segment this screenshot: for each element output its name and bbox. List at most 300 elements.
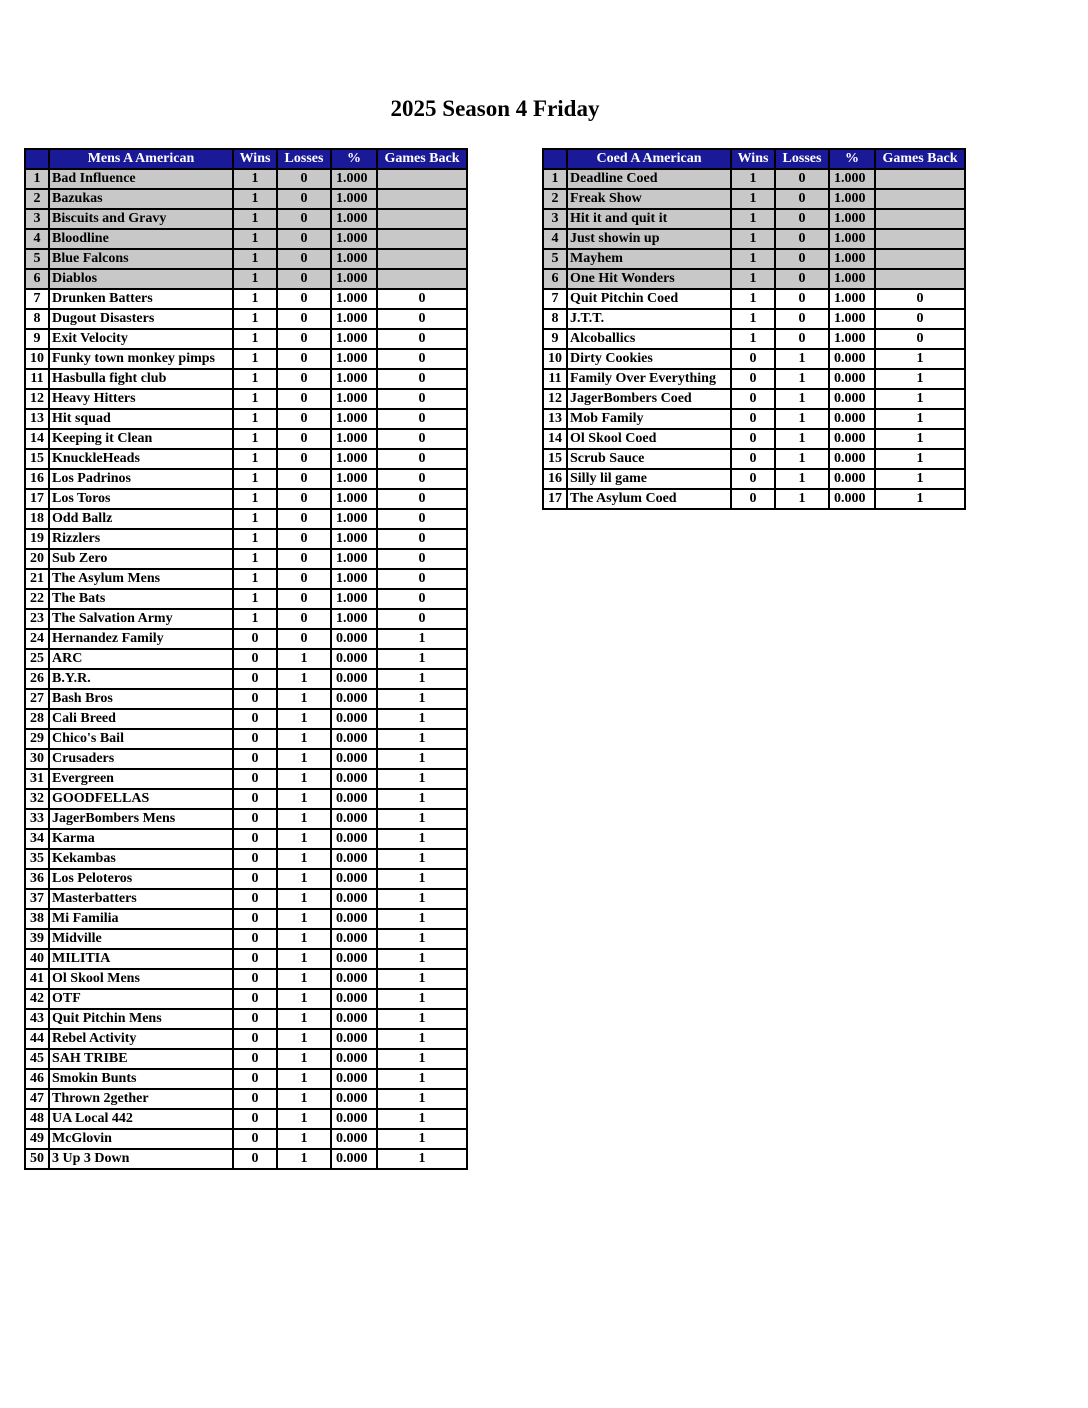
team-name-cell: Los Toros — [49, 489, 233, 509]
rank-cell: 7 — [543, 289, 567, 309]
losses-cell: 1 — [277, 689, 331, 709]
team-name-cell: Exit Velocity — [49, 329, 233, 349]
losses-cell: 0 — [277, 389, 331, 409]
table-row — [25, 249, 467, 269]
pct-cell: 0.000 — [331, 929, 377, 949]
wins-cell: 0 — [233, 809, 277, 829]
pct-cell: 0.000 — [829, 489, 875, 509]
table-row — [25, 509, 467, 529]
wins-header: Wins — [233, 149, 277, 169]
division-header: Coed A American — [567, 149, 731, 169]
wins-cell: 0 — [731, 489, 775, 509]
wins-cell: 1 — [731, 209, 775, 229]
losses-cell: 1 — [277, 929, 331, 949]
pct-cell: 1.000 — [829, 229, 875, 249]
games-back-cell: 1 — [377, 989, 467, 1009]
pct-cell: 1.000 — [331, 549, 377, 569]
wins-cell: 1 — [731, 229, 775, 249]
rank-cell: 50 — [25, 1149, 49, 1169]
pct-cell: 1.000 — [829, 209, 875, 229]
rank-cell: 43 — [25, 1009, 49, 1029]
losses-cell: 1 — [277, 809, 331, 829]
wins-cell: 0 — [233, 909, 277, 929]
table-header-row — [543, 149, 965, 169]
rank-cell: 16 — [543, 469, 567, 489]
table-row — [25, 209, 467, 229]
games-back-cell — [875, 249, 965, 269]
table-row — [25, 309, 467, 329]
games-back-cell — [377, 249, 467, 269]
wins-cell: 0 — [233, 849, 277, 869]
team-name-cell: Ol Skool Coed — [567, 429, 731, 449]
table-row — [25, 269, 467, 289]
losses-cell: 0 — [277, 429, 331, 449]
rank-cell: 2 — [25, 189, 49, 209]
wins-cell: 0 — [233, 929, 277, 949]
wins-cell: 0 — [731, 409, 775, 429]
wins-cell: 0 — [233, 969, 277, 989]
rank-header — [25, 149, 49, 169]
table-row — [25, 169, 467, 189]
wins-cell: 1 — [233, 529, 277, 549]
table-row — [25, 969, 467, 989]
wins-cell: 0 — [731, 369, 775, 389]
pct-cell: 0.000 — [829, 369, 875, 389]
team-name-cell: Deadline Coed — [567, 169, 731, 189]
games-back-cell — [377, 189, 467, 209]
wins-cell: 0 — [233, 689, 277, 709]
table-row — [543, 429, 965, 449]
team-name-cell: The Salvation Army — [49, 609, 233, 629]
games-back-cell: 1 — [377, 749, 467, 769]
pct-cell: 0.000 — [829, 449, 875, 469]
wins-cell: 1 — [233, 329, 277, 349]
table-row — [543, 169, 965, 189]
team-name-cell: Thrown 2gether — [49, 1089, 233, 1109]
wins-cell: 0 — [233, 1109, 277, 1129]
pct-cell: 0.000 — [331, 709, 377, 729]
wins-cell: 0 — [233, 1069, 277, 1089]
games-back-cell: 0 — [377, 529, 467, 549]
pct-cell: 1.000 — [331, 569, 377, 589]
wins-cell: 0 — [233, 889, 277, 909]
games-back-header: Games Back — [377, 149, 467, 169]
rank-cell: 33 — [25, 809, 49, 829]
games-back-cell: 1 — [377, 929, 467, 949]
wins-cell: 0 — [233, 1149, 277, 1169]
team-name-cell: Chico's Bail — [49, 729, 233, 749]
pct-cell: 1.000 — [331, 429, 377, 449]
wins-cell: 0 — [731, 429, 775, 449]
team-name-cell: SAH TRIBE — [49, 1049, 233, 1069]
rank-cell: 10 — [25, 349, 49, 369]
table-row — [25, 1029, 467, 1049]
pct-cell: 1.000 — [331, 509, 377, 529]
pct-cell: 1.000 — [331, 229, 377, 249]
table-row — [25, 749, 467, 769]
losses-cell: 0 — [775, 169, 829, 189]
team-name-cell: Drunken Batters — [49, 289, 233, 309]
losses-cell: 1 — [277, 829, 331, 849]
rank-cell: 22 — [25, 589, 49, 609]
rank-cell: 1 — [543, 169, 567, 189]
games-back-cell: 0 — [377, 289, 467, 309]
pct-cell: 1.000 — [331, 529, 377, 549]
games-back-cell: 1 — [377, 649, 467, 669]
table-row — [25, 789, 467, 809]
wins-cell: 0 — [731, 349, 775, 369]
games-back-cell: 1 — [377, 1069, 467, 1089]
team-name-cell: Alcoballics — [567, 329, 731, 349]
wins-cell: 1 — [731, 189, 775, 209]
wins-cell: 1 — [233, 269, 277, 289]
wins-header: Wins — [731, 149, 775, 169]
losses-cell: 0 — [277, 309, 331, 329]
rank-cell: 28 — [25, 709, 49, 729]
rank-cell: 29 — [25, 729, 49, 749]
pct-cell: 1.000 — [331, 369, 377, 389]
losses-cell: 0 — [277, 349, 331, 369]
pct-cell: 1.000 — [331, 289, 377, 309]
pct-cell: 1.000 — [331, 209, 377, 229]
table-row — [25, 409, 467, 429]
table-row — [25, 1129, 467, 1149]
games-back-cell — [875, 209, 965, 229]
games-back-cell: 0 — [377, 489, 467, 509]
team-name-cell: Funky town monkey pimps — [49, 349, 233, 369]
table-row — [543, 349, 965, 369]
table-row — [543, 489, 965, 509]
team-name-cell: KnuckleHeads — [49, 449, 233, 469]
rank-cell: 47 — [25, 1089, 49, 1109]
games-back-cell: 1 — [377, 1049, 467, 1069]
rank-cell: 14 — [25, 429, 49, 449]
pct-cell: 0.000 — [331, 869, 377, 889]
games-back-cell: 1 — [875, 489, 965, 509]
team-name-cell: Evergreen — [49, 769, 233, 789]
wins-cell: 0 — [233, 729, 277, 749]
table-row — [25, 349, 467, 369]
pct-cell: 1.000 — [331, 469, 377, 489]
games-back-cell: 1 — [875, 349, 965, 369]
team-name-cell: 3 Up 3 Down — [49, 1149, 233, 1169]
table-row — [25, 1009, 467, 1029]
wins-cell: 0 — [233, 949, 277, 969]
wins-cell: 0 — [233, 629, 277, 649]
rank-cell: 3 — [543, 209, 567, 229]
coed-standings-table — [542, 148, 966, 510]
rank-cell: 31 — [25, 769, 49, 789]
team-name-cell: Bazukas — [49, 189, 233, 209]
pct-cell: 0.000 — [331, 729, 377, 749]
games-back-cell — [875, 229, 965, 249]
losses-cell: 0 — [277, 529, 331, 549]
table-row — [25, 429, 467, 449]
losses-cell: 0 — [277, 189, 331, 209]
wins-cell: 1 — [233, 409, 277, 429]
team-name-cell: Silly lil game — [567, 469, 731, 489]
table-row — [25, 1109, 467, 1129]
games-back-cell: 1 — [875, 469, 965, 489]
team-name-cell: Crusaders — [49, 749, 233, 769]
rank-cell: 8 — [543, 309, 567, 329]
pct-cell: 1.000 — [829, 249, 875, 269]
wins-cell: 0 — [731, 449, 775, 469]
pct-cell: 0.000 — [331, 849, 377, 869]
games-back-cell: 1 — [377, 889, 467, 909]
losses-cell: 1 — [775, 429, 829, 449]
games-back-cell: 1 — [377, 1029, 467, 1049]
team-name-cell: Quit Pitchin Mens — [49, 1009, 233, 1029]
games-back-cell: 1 — [377, 709, 467, 729]
pct-cell: 1.000 — [331, 609, 377, 629]
table-row — [543, 329, 965, 349]
table-row — [25, 189, 467, 209]
rank-cell: 4 — [25, 229, 49, 249]
losses-cell: 0 — [277, 569, 331, 589]
rank-cell: 38 — [25, 909, 49, 929]
table-row — [25, 1149, 467, 1169]
team-name-cell: Kekambas — [49, 849, 233, 869]
table-row — [25, 949, 467, 969]
rank-cell: 6 — [543, 269, 567, 289]
losses-cell: 0 — [277, 209, 331, 229]
losses-cell: 0 — [277, 409, 331, 429]
wins-cell: 0 — [233, 769, 277, 789]
wins-cell: 1 — [233, 369, 277, 389]
wins-cell: 1 — [233, 389, 277, 409]
team-name-cell: GOODFELLAS — [49, 789, 233, 809]
team-name-cell: Rizzlers — [49, 529, 233, 549]
games-back-cell: 1 — [377, 829, 467, 849]
rank-cell: 20 — [25, 549, 49, 569]
games-back-cell: 1 — [875, 389, 965, 409]
losses-cell: 0 — [775, 209, 829, 229]
pct-cell: 0.000 — [331, 909, 377, 929]
rank-cell: 15 — [25, 449, 49, 469]
table-row — [25, 989, 467, 1009]
table-row — [543, 269, 965, 289]
team-name-cell: Mob Family — [567, 409, 731, 429]
pct-cell: 0.000 — [331, 1069, 377, 1089]
games-back-cell: 1 — [377, 1149, 467, 1169]
pct-cell: 0.000 — [331, 1089, 377, 1109]
table-row — [25, 589, 467, 609]
wins-cell: 1 — [731, 269, 775, 289]
games-back-cell — [875, 189, 965, 209]
team-name-cell: Keeping it Clean — [49, 429, 233, 449]
wins-cell: 0 — [233, 869, 277, 889]
pct-cell: 1.000 — [829, 269, 875, 289]
pct-cell: 0.000 — [331, 949, 377, 969]
pct-cell: 0.000 — [331, 889, 377, 909]
wins-cell: 0 — [233, 1129, 277, 1149]
page-title: 2025 Season 4 Friday — [390, 96, 600, 121]
pct-header: % — [331, 149, 377, 169]
pct-cell: 0.000 — [331, 809, 377, 829]
wins-cell: 1 — [233, 449, 277, 469]
games-back-cell: 0 — [377, 469, 467, 489]
games-back-cell: 0 — [377, 449, 467, 469]
table-row — [543, 249, 965, 269]
rank-cell: 13 — [543, 409, 567, 429]
rank-cell: 32 — [25, 789, 49, 809]
wins-cell: 0 — [233, 709, 277, 729]
team-name-cell: Hit squad — [49, 409, 233, 429]
pct-header: % — [829, 149, 875, 169]
table-row — [25, 809, 467, 829]
losses-cell: 0 — [775, 329, 829, 349]
team-name-cell: Mi Familia — [49, 909, 233, 929]
table-row — [25, 1069, 467, 1089]
losses-cell: 1 — [277, 729, 331, 749]
rank-cell: 40 — [25, 949, 49, 969]
pct-cell: 0.000 — [331, 649, 377, 669]
losses-cell: 1 — [277, 1049, 331, 1069]
table-row — [25, 909, 467, 929]
losses-cell: 1 — [277, 1149, 331, 1169]
games-back-cell: 1 — [377, 909, 467, 929]
team-name-cell: ARC — [49, 649, 233, 669]
table-row — [543, 389, 965, 409]
team-name-cell: Bash Bros — [49, 689, 233, 709]
pct-cell: 1.000 — [829, 329, 875, 349]
rank-cell: 23 — [25, 609, 49, 629]
wins-cell: 1 — [233, 189, 277, 209]
wins-cell: 1 — [731, 289, 775, 309]
losses-cell: 1 — [277, 909, 331, 929]
games-back-cell: 1 — [377, 1089, 467, 1109]
games-back-cell: 0 — [377, 509, 467, 529]
table-row — [25, 389, 467, 409]
losses-cell: 1 — [775, 389, 829, 409]
losses-cell: 1 — [277, 1009, 331, 1029]
pct-cell: 0.000 — [331, 1029, 377, 1049]
team-name-cell: JagerBombers Coed — [567, 389, 731, 409]
rank-cell: 18 — [25, 509, 49, 529]
pct-cell: 0.000 — [331, 829, 377, 849]
losses-cell: 1 — [775, 489, 829, 509]
losses-cell: 1 — [277, 969, 331, 989]
losses-cell: 0 — [775, 189, 829, 209]
table-row — [25, 869, 467, 889]
losses-cell: 1 — [277, 1029, 331, 1049]
games-back-cell: 1 — [377, 849, 467, 869]
games-back-cell — [875, 169, 965, 189]
table-row — [25, 709, 467, 729]
table-row — [25, 289, 467, 309]
losses-header: Losses — [277, 149, 331, 169]
rank-cell: 37 — [25, 889, 49, 909]
team-name-cell: Freak Show — [567, 189, 731, 209]
pct-cell: 1.000 — [331, 349, 377, 369]
games-back-cell — [377, 269, 467, 289]
rank-cell: 5 — [25, 249, 49, 269]
losses-cell: 1 — [277, 989, 331, 1009]
table-row — [25, 549, 467, 569]
games-back-cell: 0 — [377, 549, 467, 569]
games-back-cell: 1 — [377, 669, 467, 689]
wins-cell: 1 — [731, 329, 775, 349]
pct-cell: 0.000 — [331, 1049, 377, 1069]
games-back-cell: 1 — [377, 969, 467, 989]
team-name-cell: The Asylum Coed — [567, 489, 731, 509]
table-header-row — [25, 149, 467, 169]
games-back-cell: 1 — [377, 769, 467, 789]
wins-cell: 1 — [731, 309, 775, 329]
games-back-cell: 1 — [377, 949, 467, 969]
pct-cell: 0.000 — [829, 409, 875, 429]
table-row — [25, 469, 467, 489]
games-back-cell: 1 — [377, 629, 467, 649]
losses-cell: 0 — [277, 489, 331, 509]
games-back-cell: 1 — [377, 1109, 467, 1129]
team-name-cell: Biscuits and Gravy — [49, 209, 233, 229]
losses-cell: 1 — [277, 769, 331, 789]
losses-cell: 1 — [277, 789, 331, 809]
rank-cell: 14 — [543, 429, 567, 449]
games-back-header: Games Back — [875, 149, 965, 169]
team-name-cell: McGlovin — [49, 1129, 233, 1149]
rank-cell: 16 — [25, 469, 49, 489]
table-row — [25, 889, 467, 909]
table-row — [543, 369, 965, 389]
wins-cell: 0 — [233, 1009, 277, 1029]
rank-cell: 24 — [25, 629, 49, 649]
team-name-cell: Karma — [49, 829, 233, 849]
games-back-cell: 0 — [377, 329, 467, 349]
games-back-cell: 1 — [875, 429, 965, 449]
games-back-cell — [377, 169, 467, 189]
pct-cell: 1.000 — [331, 589, 377, 609]
wins-cell: 1 — [233, 229, 277, 249]
team-name-cell: Dugout Disasters — [49, 309, 233, 329]
table-row — [25, 229, 467, 249]
table-row — [25, 849, 467, 869]
losses-cell: 1 — [277, 1089, 331, 1109]
losses-cell: 0 — [277, 249, 331, 269]
pct-cell: 0.000 — [829, 389, 875, 409]
table-row — [25, 609, 467, 629]
wins-cell: 0 — [233, 1049, 277, 1069]
wins-cell: 0 — [233, 829, 277, 849]
wins-cell: 0 — [233, 669, 277, 689]
team-name-cell: One Hit Wonders — [567, 269, 731, 289]
rank-cell: 6 — [25, 269, 49, 289]
games-back-cell: 1 — [377, 1009, 467, 1029]
table-row — [25, 369, 467, 389]
games-back-cell — [875, 269, 965, 289]
games-back-cell: 1 — [875, 449, 965, 469]
mens-standings-table — [24, 148, 468, 1170]
pct-cell: 0.000 — [331, 989, 377, 1009]
losses-cell: 0 — [775, 309, 829, 329]
team-name-cell: Cali Breed — [49, 709, 233, 729]
table-row — [543, 469, 965, 489]
games-back-cell: 1 — [377, 809, 467, 829]
losses-cell: 0 — [775, 269, 829, 289]
wins-cell: 1 — [233, 429, 277, 449]
games-back-cell: 1 — [377, 789, 467, 809]
rank-cell: 13 — [25, 409, 49, 429]
pct-cell: 1.000 — [331, 329, 377, 349]
games-back-cell: 0 — [875, 289, 965, 309]
losses-cell: 1 — [277, 709, 331, 729]
rank-cell: 45 — [25, 1049, 49, 1069]
losses-cell: 1 — [277, 749, 331, 769]
team-name-cell: MILITIA — [49, 949, 233, 969]
rank-cell: 41 — [25, 969, 49, 989]
